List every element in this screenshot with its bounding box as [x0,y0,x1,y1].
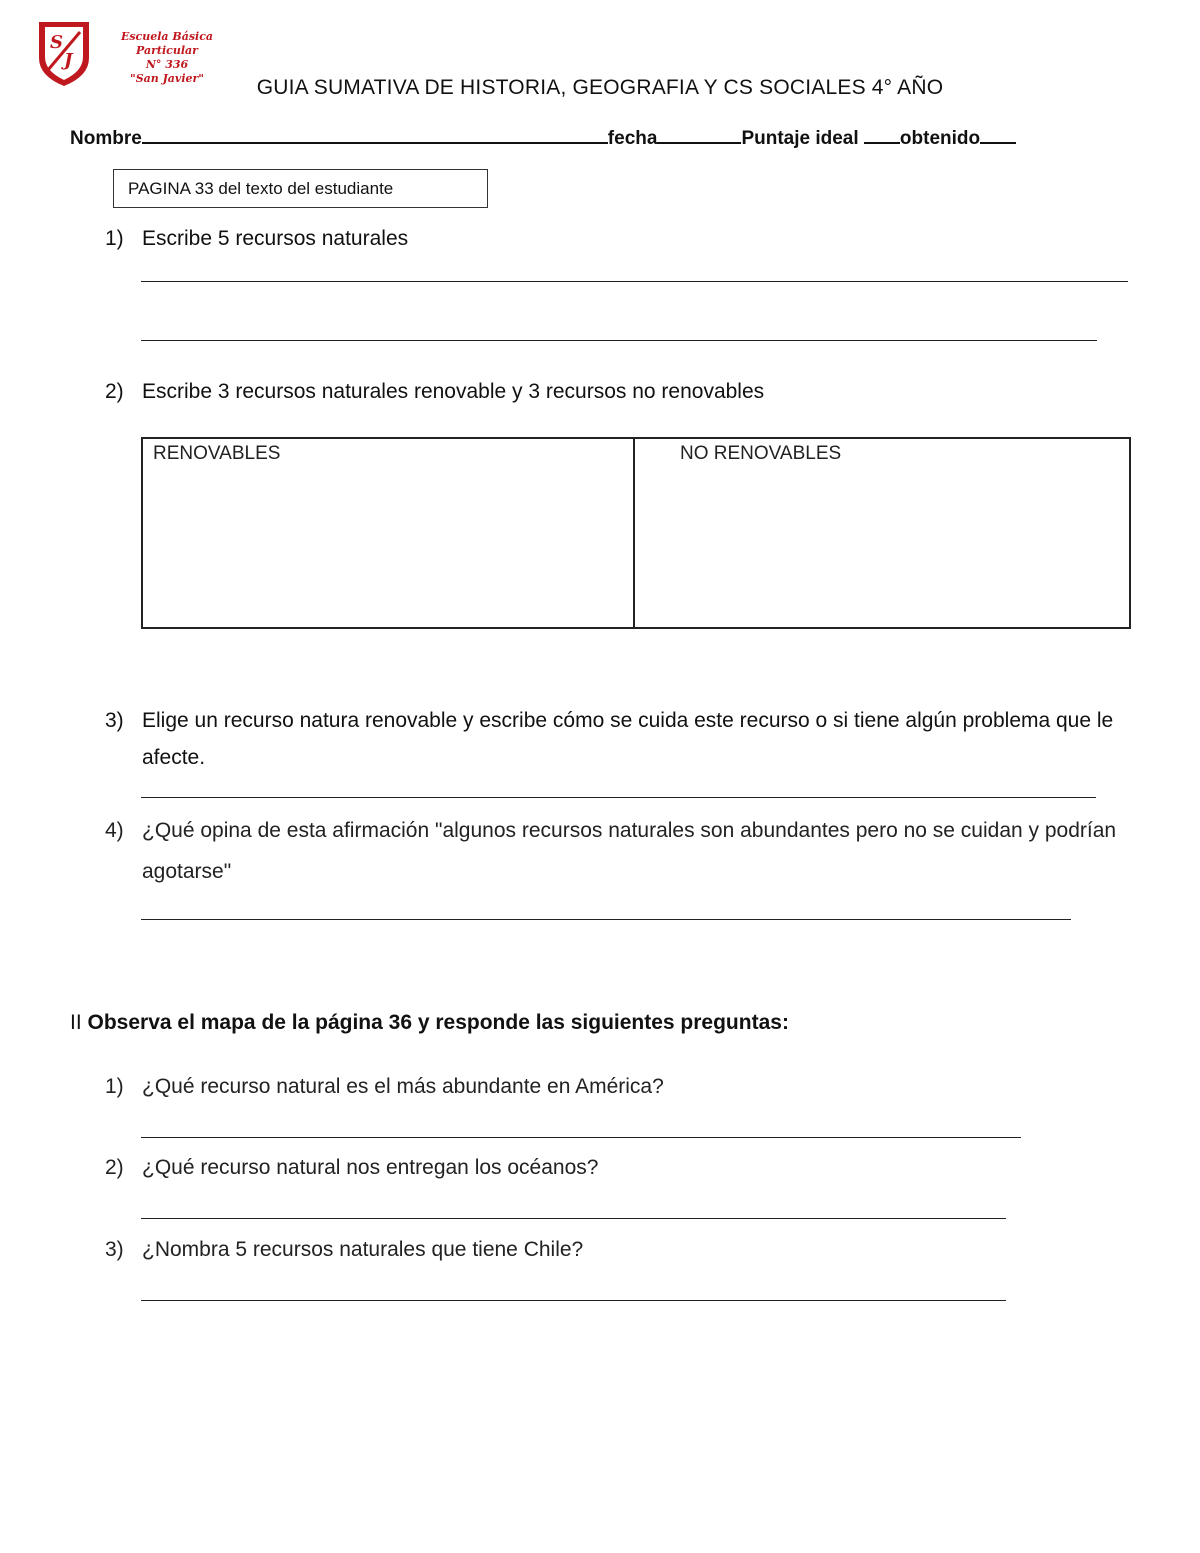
obtenido-label: obtenido [899,128,981,149]
question-4 [0,810,1200,894]
section-2-question-2 [0,1149,1200,1189]
section-2-question-3 [0,1231,1200,1271]
section-2-heading [70,1011,789,1035]
question-text: ¿Qué recurso natural nos entregan los océanos? [142,1156,599,1179]
question-2 [0,373,1200,413]
question-3 [0,702,1200,782]
puntaje-ideal-blank[interactable] [864,124,900,144]
question-number: 1) [105,1075,124,1098]
answer-line[interactable] [141,919,1071,920]
puntaje-ideal-label: Puntaje ideal [741,128,859,149]
question-number: 1) [105,227,124,250]
student-info-line [70,124,1070,150]
answer-line[interactable] [141,340,1097,341]
section-roman-numeral: II [70,1011,82,1034]
no-renovables-header: NO RENOVABLES [680,443,842,464]
nombre-label: Nombre [70,128,142,149]
question-text: Escribe 5 recursos naturales [142,227,409,250]
answer-line[interactable] [141,1300,1006,1301]
renovables-cell[interactable] [143,439,635,627]
page-title: GUIA SUMATIVA DE HISTORIA, GEOGRAFIA Y CS SOCIALES 4° AÑO [256,76,944,99]
school-line-2: N° 336 [145,58,189,71]
answer-line[interactable] [141,797,1096,798]
school-line-3: "San Javier" [129,72,205,85]
question-number: 2) [105,1156,124,1179]
question-number: 3) [105,1238,124,1261]
question-text: Escribe 3 recursos naturales renovable y 3 recursos no renovables [142,380,765,403]
answer-line[interactable] [141,1137,1021,1138]
answer-line[interactable] [141,281,1128,282]
renewable-resources-table [141,437,1131,629]
question-text: ¿Qué recurso natural es el más abundante en América? [142,1075,664,1098]
question-text: ¿Qué opina de esta afirmación "algunos recursos naturales son abundantes pero no se cuidan y podrían agotarse" [142,819,1117,883]
nombre-blank[interactable] [142,124,608,144]
no-renovables-cell[interactable] [635,439,1129,627]
question-number: 4) [105,819,124,842]
section-2-question-1 [0,1068,1200,1108]
question-number: 2) [105,380,124,403]
question-text: ¿Nombra 5 recursos naturales que tiene Chile? [142,1238,584,1261]
question-1 [0,220,1200,260]
fecha-label: fecha [607,128,658,149]
school-line-1: Escuela Básica Particular [120,30,214,57]
answer-line[interactable] [141,1218,1006,1219]
page-reference-box: PAGINA 33 del texto del estudiante [113,169,488,208]
svg-text:S: S [50,32,63,53]
question-number: 3) [105,709,124,732]
question-text: Elige un recurso natura renovable y escribe cómo se cuida este recurso o si tiene algún problema que le afecte. [142,709,1114,769]
svg-text:J: J [64,50,73,71]
section-heading-text: Observa el mapa de la página 36 y responde las siguientes preguntas: [87,1011,789,1034]
fecha-blank[interactable] [657,124,741,144]
renovables-header: RENOVABLES [153,443,281,464]
obtenido-blank[interactable] [980,124,1016,144]
